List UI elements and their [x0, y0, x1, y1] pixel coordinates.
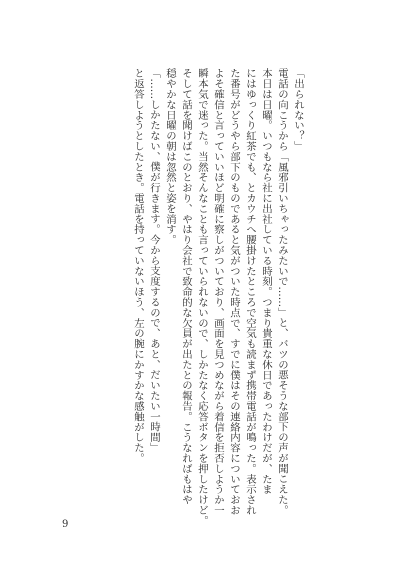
paragraph-line: 本日は日曜。いつもなら社に出社している時刻。つまり貴重な休日であったわけだが、たま	[260, 68, 272, 495]
paragraph-line: 電話の向こうから「風邪引いちゃったみたいで……」と、バツの悪そうな部下の声が聞こえた。	[276, 68, 288, 516]
paragraph-line: にはゆっくり紅茶でも、とカウチへ腰掛けたところで空気も読まず携帯電話が鳴った。表示され	[244, 68, 256, 516]
paragraph-line: 瞬本気で迷った。当然そんなことも言っていられないので、しかたなく応答ボタンを押したけど。	[196, 68, 208, 526]
page-number: 9	[62, 519, 69, 530]
paragraph-dialogue-cannot-come: 「出られない？」	[292, 68, 304, 152]
paragraph-line: た番号がどうやら部下のものであると気がついた時点で、すでに僕はその連絡内容についておお	[228, 68, 240, 516]
paragraph-line: 穏やかな日曜の朝は忽然と姿を消す。	[164, 68, 176, 245]
paragraph-line: と返答しようとしたとき。電話を持っていないほう、左の腕にかすかな感触がした。	[132, 68, 144, 464]
paragraph-line: よそ確信と言っていいほど明確に察しがついており、画面を見つめながら着信を拒否しようか一	[212, 68, 224, 516]
paragraph-line: そして話を聞けばこのとおり、やはり会社で致命的な欠員が出たとの報告。こうなればもはや	[180, 68, 192, 505]
vertical-text-body	[130, 68, 322, 526]
paragraph-line: 「……しかたない、僕が行きます。今から支度するので、あと、だいたい一時間」	[148, 68, 160, 453]
